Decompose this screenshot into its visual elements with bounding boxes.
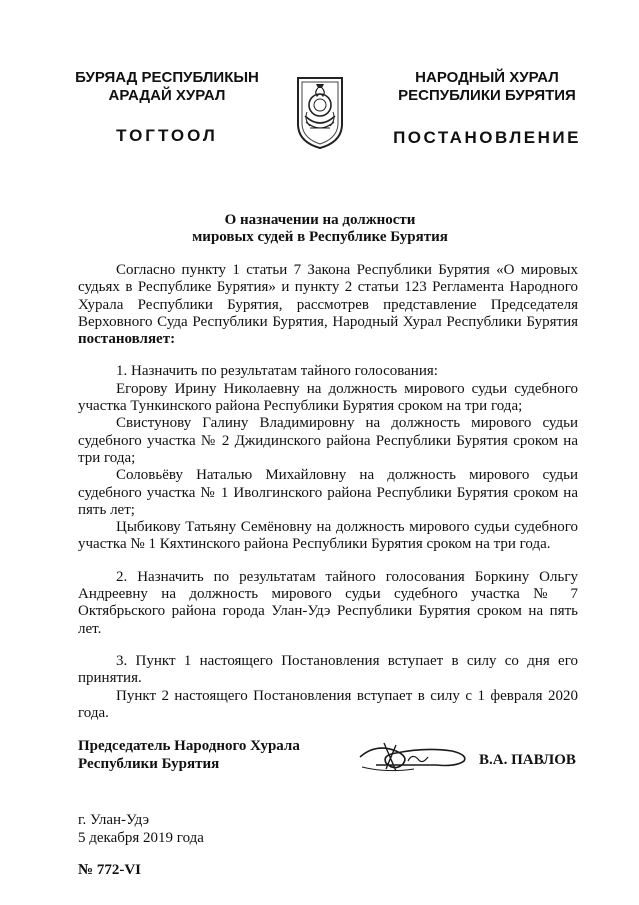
handwritten-signature: [356, 737, 474, 781]
item3-paragraph: 3. Пункт 1 настоящего Постановления вступает в силу со дня его принятия.: [78, 652, 578, 687]
preamble-resolves: постановляет: [78, 331, 171, 348]
header-right-doc-type: ПОСТАНОВЛЕНИЕ: [393, 128, 581, 147]
header-right-line1: НАРОДНЫЙ ХУРАЛ: [415, 69, 559, 86]
appointment-item: Соловьёву Наталью Михайловну на должность мирового судьи судебного участка № 1 Иволгинского района Республики Бурятия сроком на пять лет;: [78, 467, 578, 518]
document-title-line2: мировых судей в Республике Бурятия: [192, 229, 448, 245]
signatory-position-line1: Председатель Народного Хурала: [78, 738, 300, 754]
header-left-doc-type: ТОГТООЛ: [116, 126, 218, 145]
signatory-position: [78, 737, 338, 773]
signatory-name: В.А. ПАВЛОВ: [479, 752, 576, 768]
header-left-org: [62, 69, 272, 105]
appointment-item: Егорову Ирину Николаевну на должность мирового судьи судебного участка Тункинского района Республики Бурятия сроком на три года;: [78, 380, 578, 415]
document-number: № 772-VI: [78, 862, 141, 878]
item3-paragraph-2: Пункт 2 настоящего Постановления вступает в силу с 1 февраля 2020 года.: [78, 687, 578, 721]
document-title: [60, 212, 580, 246]
signatory-position-line2: Республики Бурятия: [78, 756, 220, 772]
document-body: [78, 262, 578, 722]
header-left-line2: АРАДАЙ ХУРАЛ: [108, 87, 226, 104]
appointment-item: Цыбикову Татьяну Семёновну на должность мирового судьи судебного участка № 1 Кяхтинского района Республики Бурятия сроком на три года.: [78, 519, 578, 553]
preamble-paragraph: [78, 262, 578, 348]
appointment-item: Свистунову Галину Владимировну на должность мирового судьи судебного участка № 2 Джидинского района Республики Бурятия сроком на три года;: [78, 415, 578, 466]
preamble-text: Согласно пункту 1 статьи 7 Закона Республики Бурятия «О мировых судьях в Республике Бурятия» и пункту 2 статьи 123 Регламента Народного Хурала Республики Бурятия, рассмотрев представление Председателя Верховного Суда Республики Бурятия, Народный Хурал Республики Бурятия: [78, 262, 578, 330]
preamble-colon: :: [170, 331, 176, 348]
city: г. Улан-Удэ: [78, 812, 150, 828]
date: 5 декабря 2019 года: [78, 830, 204, 846]
header-right-org: [372, 69, 602, 105]
header-left-line1: БУРЯАД РЕСПУБЛИКЫН: [75, 69, 259, 86]
document-title-line1: О назначении на должности: [224, 212, 416, 228]
item1-heading: 1. Назначить по результатам тайного голосования:: [116, 363, 438, 380]
item2-paragraph: 2. Назначить по результатам тайного голосования Боркину Ольгу Андреевну на должность мирового судьи судебного участка № 7 Октябрьского района города Улан-Удэ Республики Бурятия сроком на пять лет.: [78, 568, 578, 637]
place-and-date: [78, 811, 278, 847]
coat-of-arms-icon: [292, 72, 348, 150]
header-right-line2: РЕСПУБЛИКИ БУРЯТИЯ: [398, 87, 576, 104]
